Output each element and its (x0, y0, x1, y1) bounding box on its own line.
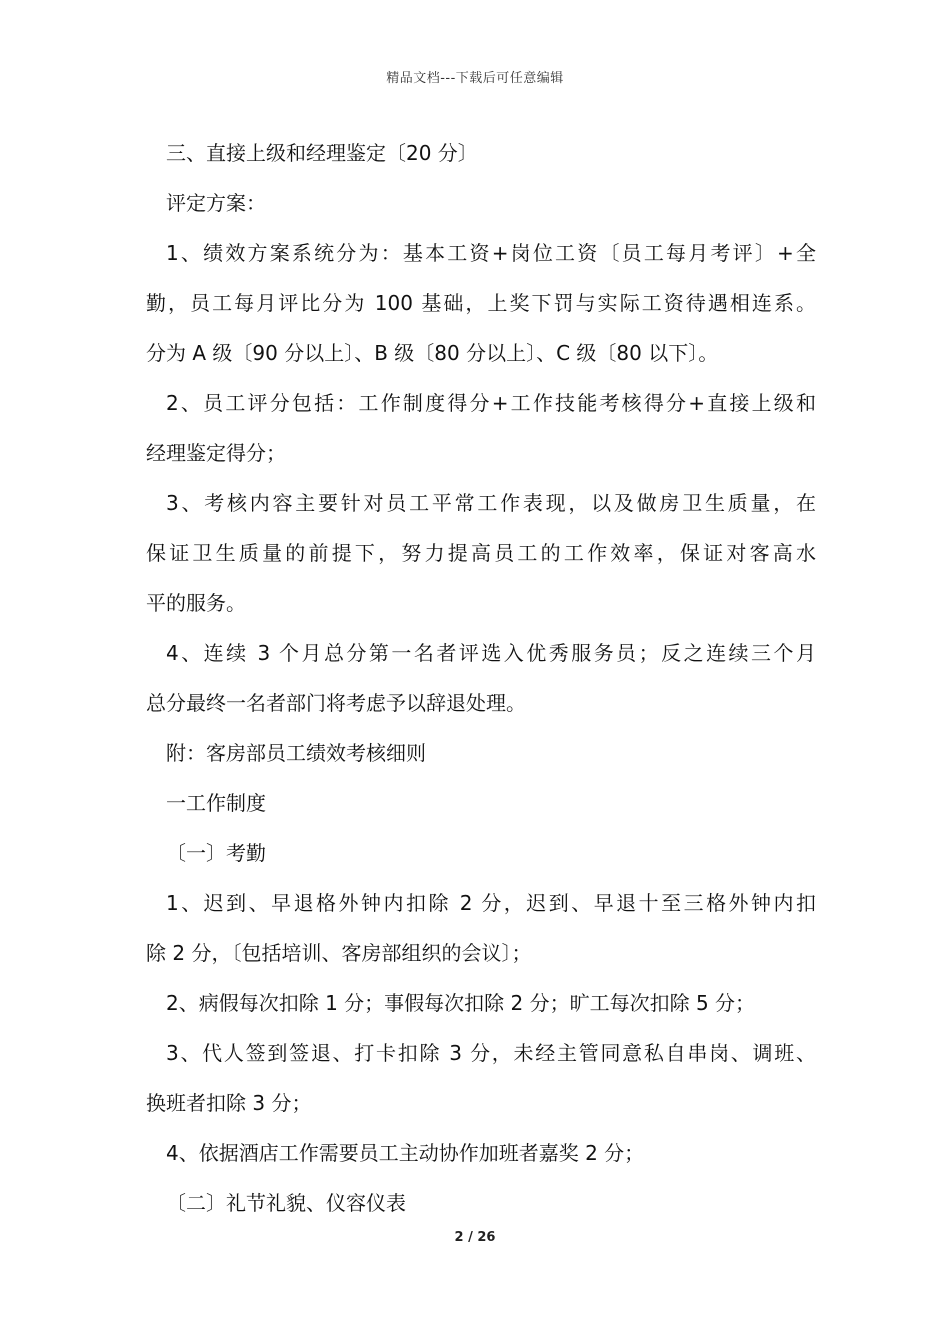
paragraph-line: 2、员工评分包括：工作制度得分+工作技能考核得分+直接上级和 (166, 391, 816, 415)
section-heading: 三、直接上级和经理鉴定〔20 分〕 (166, 141, 478, 165)
paragraph-line: 换班者扣除 3 分； (146, 1091, 312, 1115)
paragraph-line: 勤，员工每月评比分为 100 基础，上奖下罚与实际工资待遇相连系。 (146, 291, 816, 315)
section-heading: 一工作制度 (166, 791, 266, 815)
page-number: 2 / 26 (454, 1230, 496, 1245)
paragraph-line: 3、代人签到签退、打卡扣除 3 分，未经主管同意私自串岗、调班、 (166, 1041, 816, 1065)
paragraph-line: 评定方案： (166, 191, 266, 215)
paragraph-line: 总分最终一名者部门将考虑予以辞退处理。 (146, 691, 526, 715)
paragraph-line: 2、病假每次扣除 1 分；事假每次扣除 2 分；旷工每次扣除 5 分； (166, 991, 756, 1015)
page-header: 精品文档---下载后可任意编辑 (386, 71, 564, 86)
paragraph-line: 1、迟到、早退格外钟内扣除 2 分，迟到、早退十至三格外钟内扣 (166, 891, 816, 915)
paragraph-line: 经理鉴定得分； (146, 441, 286, 465)
appendix-title: 附：客房部员工绩效考核细则 (166, 741, 426, 765)
paragraph-line: 除 2 分，〔包括培训、客房部组织的会议〕； (146, 941, 532, 965)
paragraph-line: 保证卫生质量的前提下，努力提高员工的工作效率，保证对客高水 (146, 541, 816, 565)
paragraph-line: 平的服务。 (146, 591, 246, 615)
paragraph-line: 1、绩效方案系统分为：基本工资+岗位工资〔员工每月考评〕+全 (166, 241, 816, 265)
paragraph-line: 4、依据酒店工作需要员工主动协作加班者嘉奖 2 分； (166, 1141, 645, 1165)
subsection-heading: 〔一〕考勤 (166, 841, 266, 865)
document-body (146, 128, 816, 1228)
paragraph-line: 分为 A 级〔90 分以上〕、B 级〔80 分以上〕、C 级〔80 以下〕。 (146, 341, 719, 365)
paragraph-line: 4、连续 3 个月总分第一名者评选入优秀服务员；反之连续三个月 (166, 641, 816, 665)
subsection-heading: 〔二〕礼节礼貌、仪容仪表 (166, 1191, 406, 1215)
paragraph-line: 3、考核内容主要针对员工平常工作表现，以及做房卫生质量，在 (166, 491, 816, 515)
